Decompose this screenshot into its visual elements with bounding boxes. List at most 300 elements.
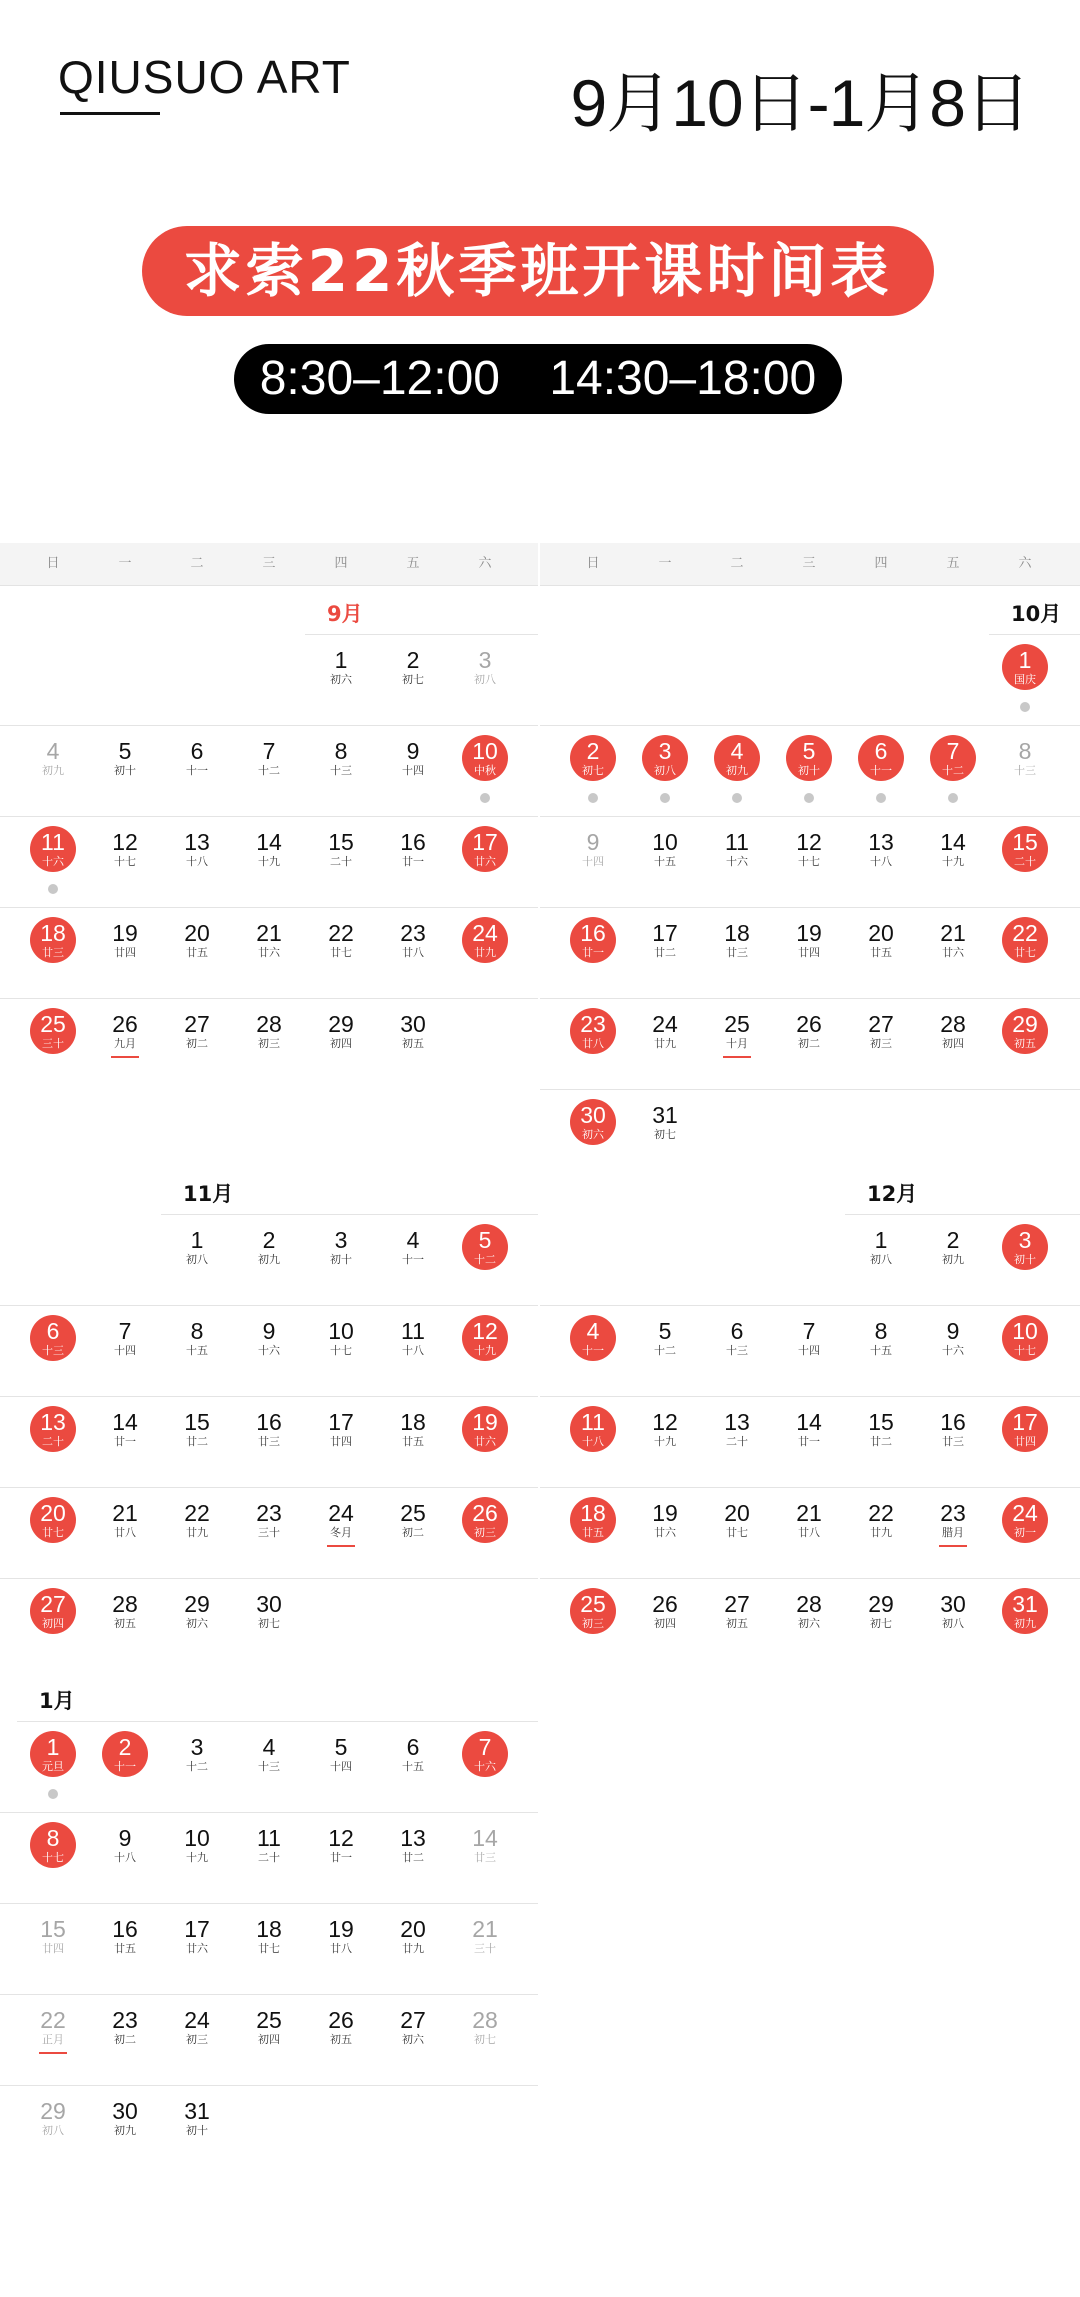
lunar-date: 廿五 bbox=[870, 946, 892, 959]
calendar-day[interactable] bbox=[1000, 733, 1050, 805]
lunar-date: 廿四 bbox=[798, 946, 820, 959]
calendar-day[interactable] bbox=[244, 1404, 294, 1476]
calendar-day[interactable] bbox=[28, 1729, 78, 1801]
week-divider bbox=[0, 2085, 538, 2086]
calendar-day[interactable] bbox=[568, 1097, 618, 1169]
lunar-date: 廿三 bbox=[942, 1435, 964, 1448]
calendar-day[interactable] bbox=[28, 1820, 78, 1892]
calendar-day[interactable] bbox=[784, 824, 834, 896]
morning-time: 8:30–12:00 bbox=[259, 352, 500, 405]
calendar-day[interactable] bbox=[172, 1006, 222, 1078]
day-number: 9 bbox=[262, 1318, 276, 1344]
calendar-day[interactable] bbox=[460, 915, 510, 987]
lunar-date: 初八 bbox=[870, 1253, 892, 1266]
lunar-date: 十三 bbox=[1014, 764, 1036, 777]
lunar-date: 初三 bbox=[582, 1617, 604, 1630]
calendar-day[interactable] bbox=[100, 824, 150, 896]
calendar-day[interactable] bbox=[388, 1911, 438, 1983]
calendar-day[interactable] bbox=[172, 733, 222, 805]
calendar-day[interactable] bbox=[460, 824, 510, 896]
calendar-day[interactable] bbox=[568, 1586, 618, 1658]
calendar-day[interactable] bbox=[712, 1006, 762, 1078]
day-number: 24 bbox=[652, 1011, 678, 1037]
lunar-date: 十八 bbox=[870, 855, 892, 868]
day-number: 5 bbox=[658, 1318, 672, 1344]
lunar-date: 廿二 bbox=[402, 1851, 424, 1864]
day-number: 7 bbox=[118, 1318, 132, 1344]
calendar-day[interactable] bbox=[316, 1495, 366, 1567]
lunar-date: 廿三 bbox=[726, 946, 748, 959]
day-number: 16 bbox=[112, 1916, 138, 1942]
calendar-day[interactable] bbox=[316, 642, 366, 714]
calendar-day[interactable] bbox=[244, 1222, 294, 1294]
calendar-day[interactable] bbox=[1000, 1313, 1050, 1385]
calendar-day[interactable] bbox=[172, 1911, 222, 1983]
lunar-date: 初二 bbox=[114, 2033, 136, 2046]
calendar-day[interactable] bbox=[316, 1222, 366, 1294]
calendar-day[interactable] bbox=[388, 733, 438, 805]
day-number: 11 bbox=[257, 1825, 281, 1851]
day-number: 9 bbox=[118, 1825, 132, 1851]
lunar-date: 十七 bbox=[42, 1851, 64, 1864]
month-label: 9月 bbox=[327, 602, 363, 626]
lunar-date: 廿一 bbox=[798, 1435, 820, 1448]
calendar-day[interactable] bbox=[100, 1495, 150, 1567]
calendar-day[interactable] bbox=[460, 642, 510, 714]
calendar-day[interactable] bbox=[928, 1222, 978, 1294]
lunar-date: 廿三 bbox=[474, 1851, 496, 1864]
day-number: 4 bbox=[730, 738, 744, 764]
calendar-day[interactable] bbox=[460, 1495, 510, 1567]
week-divider bbox=[540, 907, 1080, 908]
calendar-day[interactable] bbox=[316, 1313, 366, 1385]
calendar-day[interactable] bbox=[640, 1586, 690, 1658]
day-number: 26 bbox=[796, 1011, 822, 1037]
day-number: 18 bbox=[724, 920, 750, 946]
lunar-month-start-underline bbox=[39, 2052, 67, 2054]
week-divider bbox=[540, 1305, 1080, 1306]
lunar-date: 十六 bbox=[42, 855, 64, 868]
day-number: 16 bbox=[256, 1409, 282, 1435]
day-number: 31 bbox=[652, 1102, 678, 1128]
lunar-month-start-underline bbox=[111, 1056, 139, 1058]
calendar-day[interactable] bbox=[28, 1586, 78, 1658]
lunar-date: 十五 bbox=[186, 1344, 208, 1357]
day-number: 9 bbox=[586, 829, 600, 855]
day-number: 6 bbox=[406, 1734, 420, 1760]
day-number: 28 bbox=[112, 1591, 138, 1617]
calendar-day[interactable] bbox=[172, 1222, 222, 1294]
calendar-day[interactable] bbox=[856, 1586, 906, 1658]
calendar-day[interactable] bbox=[712, 1586, 762, 1658]
weekday-label: 六 bbox=[478, 556, 492, 571]
calendar-day[interactable] bbox=[244, 1586, 294, 1658]
lunar-date: 十四 bbox=[798, 1344, 820, 1357]
calendar-day[interactable] bbox=[928, 733, 978, 805]
calendar-day[interactable] bbox=[100, 1820, 150, 1892]
calendar-day[interactable] bbox=[316, 1006, 366, 1078]
calendar-day[interactable] bbox=[316, 1404, 366, 1476]
day-number: 22 bbox=[1012, 920, 1038, 946]
calendar-day[interactable] bbox=[244, 915, 294, 987]
day-number: 1 bbox=[46, 1734, 60, 1760]
lunar-date: 三十 bbox=[42, 1037, 64, 1050]
calendar-day[interactable] bbox=[244, 2002, 294, 2074]
lunar-date: 初十 bbox=[798, 764, 820, 777]
brand-underline bbox=[60, 112, 160, 115]
calendar-day[interactable] bbox=[316, 1911, 366, 1983]
calendar-day[interactable] bbox=[712, 1404, 762, 1476]
calendar-day[interactable] bbox=[460, 1313, 510, 1385]
calendar-day[interactable] bbox=[640, 1313, 690, 1385]
day-number: 6 bbox=[46, 1318, 60, 1344]
schedule-title: 求索22秋季班开课时间表 bbox=[142, 226, 934, 316]
calendar-day[interactable] bbox=[640, 733, 690, 805]
lunar-date: 初十 bbox=[1014, 1253, 1036, 1266]
calendar-day[interactable] bbox=[568, 1006, 618, 1078]
lunar-date: 正月 bbox=[42, 2033, 64, 2046]
calendar-day[interactable] bbox=[388, 1006, 438, 1078]
calendar-day[interactable] bbox=[316, 915, 366, 987]
day-number: 27 bbox=[40, 1591, 66, 1617]
calendar-day[interactable] bbox=[316, 2002, 366, 2074]
calendar-day[interactable] bbox=[460, 1820, 510, 1892]
day-number: 6 bbox=[874, 738, 888, 764]
calendar-day[interactable] bbox=[640, 824, 690, 896]
calendar-day[interactable] bbox=[568, 1313, 618, 1385]
week-divider bbox=[0, 725, 538, 726]
calendar-day[interactable] bbox=[460, 2002, 510, 2074]
calendar-day[interactable] bbox=[28, 2002, 78, 2074]
lunar-date: 初二 bbox=[186, 1037, 208, 1050]
lunar-date: 十四 bbox=[330, 1760, 352, 1773]
calendar-day[interactable] bbox=[172, 1495, 222, 1567]
day-number: 14 bbox=[940, 829, 966, 855]
calendar-day[interactable] bbox=[712, 1313, 762, 1385]
day-number: 22 bbox=[184, 1500, 210, 1526]
calendar-day[interactable] bbox=[100, 1729, 150, 1801]
day-number: 7 bbox=[946, 738, 960, 764]
lunar-date: 十一 bbox=[870, 764, 892, 777]
calendar-day[interactable] bbox=[244, 1006, 294, 1078]
lunar-date: 十四 bbox=[402, 764, 424, 777]
calendar-day[interactable] bbox=[460, 1729, 510, 1801]
calendar-day[interactable] bbox=[28, 733, 78, 805]
calendar-day[interactable] bbox=[1000, 824, 1050, 896]
calendar-day[interactable] bbox=[928, 1586, 978, 1658]
lunar-date: 十二 bbox=[942, 764, 964, 777]
calendar-day[interactable] bbox=[712, 824, 762, 896]
calendar-day[interactable] bbox=[568, 1404, 618, 1476]
calendar-day[interactable] bbox=[856, 1404, 906, 1476]
lunar-date: 廿五 bbox=[186, 946, 208, 959]
calendar-day[interactable] bbox=[316, 1729, 366, 1801]
calendar-day[interactable] bbox=[856, 1222, 906, 1294]
calendar-day[interactable] bbox=[388, 1820, 438, 1892]
calendar-day[interactable] bbox=[928, 1006, 978, 1078]
lunar-date: 初六 bbox=[402, 2033, 424, 2046]
week-divider bbox=[0, 1812, 538, 1813]
lunar-date: 初一 bbox=[1014, 1526, 1036, 1539]
weekday-label: 三 bbox=[262, 556, 276, 571]
lunar-date: 十一 bbox=[186, 764, 208, 777]
day-number: 24 bbox=[184, 2007, 210, 2033]
calendar-day[interactable] bbox=[568, 1495, 618, 1567]
calendar-day[interactable] bbox=[100, 733, 150, 805]
day-number: 2 bbox=[406, 647, 420, 673]
day-number: 15 bbox=[1012, 829, 1038, 855]
calendar-day[interactable] bbox=[568, 733, 618, 805]
calendar-day[interactable] bbox=[172, 2093, 222, 2165]
event-dot bbox=[804, 793, 814, 803]
calendar-day[interactable] bbox=[856, 1313, 906, 1385]
calendar-day[interactable] bbox=[100, 2093, 150, 2165]
calendar-day[interactable] bbox=[856, 1495, 906, 1567]
day-number: 24 bbox=[1012, 1500, 1038, 1526]
day-number: 25 bbox=[40, 1011, 66, 1037]
calendar-day[interactable] bbox=[1000, 1222, 1050, 1294]
day-number: 28 bbox=[256, 1011, 282, 1037]
calendar-day[interactable] bbox=[28, 1006, 78, 1078]
calendar-day[interactable] bbox=[856, 733, 906, 805]
event-dot bbox=[48, 884, 58, 894]
lunar-date: 十四 bbox=[582, 855, 604, 868]
calendar-day[interactable] bbox=[172, 1586, 222, 1658]
day-number: 30 bbox=[256, 1591, 282, 1617]
day-number: 13 bbox=[40, 1409, 66, 1435]
calendar-day[interactable] bbox=[244, 1313, 294, 1385]
lunar-date: 初七 bbox=[870, 1617, 892, 1630]
lunar-date: 中秋 bbox=[474, 764, 496, 777]
lunar-date: 十一 bbox=[114, 1760, 136, 1773]
day-number: 6 bbox=[730, 1318, 744, 1344]
lunar-date: 初七 bbox=[258, 1617, 280, 1630]
calendar-day[interactable] bbox=[712, 1495, 762, 1567]
day-number: 11 bbox=[41, 829, 65, 855]
calendar-day[interactable] bbox=[460, 1222, 510, 1294]
calendar-day[interactable] bbox=[172, 1404, 222, 1476]
calendar-day[interactable] bbox=[28, 1313, 78, 1385]
lunar-date: 初七 bbox=[402, 673, 424, 686]
calendar-day[interactable] bbox=[100, 1313, 150, 1385]
lunar-date: 十三 bbox=[330, 764, 352, 777]
day-number: 30 bbox=[112, 2098, 138, 2124]
lunar-date: 初十 bbox=[330, 1253, 352, 1266]
calendar-day[interactable] bbox=[784, 1313, 834, 1385]
calendar-day[interactable] bbox=[856, 1006, 906, 1078]
day-number: 2 bbox=[946, 1227, 960, 1253]
lunar-date: 廿二 bbox=[186, 1435, 208, 1448]
lunar-date: 廿七 bbox=[1014, 946, 1036, 959]
week-divider bbox=[0, 1487, 538, 1488]
calendar-day[interactable] bbox=[388, 824, 438, 896]
calendar-day[interactable] bbox=[172, 1820, 222, 1892]
calendar-day[interactable] bbox=[388, 1729, 438, 1801]
calendar-day[interactable] bbox=[28, 915, 78, 987]
day-number: 14 bbox=[112, 1409, 138, 1435]
lunar-date: 初九 bbox=[942, 1253, 964, 1266]
calendar-day[interactable] bbox=[100, 1404, 150, 1476]
calendar-day[interactable] bbox=[856, 824, 906, 896]
calendar-day[interactable] bbox=[388, 1222, 438, 1294]
lunar-date: 廿六 bbox=[186, 1942, 208, 1955]
day-number: 21 bbox=[112, 1500, 138, 1526]
day-number: 4 bbox=[406, 1227, 420, 1253]
day-number: 13 bbox=[400, 1825, 426, 1851]
calendar-day[interactable] bbox=[388, 1313, 438, 1385]
calendar-day[interactable] bbox=[460, 733, 510, 805]
calendar-day[interactable] bbox=[568, 824, 618, 896]
calendar-day[interactable] bbox=[388, 915, 438, 987]
calendar-day[interactable] bbox=[100, 1006, 150, 1078]
day-number: 17 bbox=[184, 1916, 210, 1942]
day-number: 21 bbox=[796, 1500, 822, 1526]
lunar-date: 十九 bbox=[942, 855, 964, 868]
calendar-day[interactable] bbox=[100, 915, 150, 987]
calendar-day[interactable] bbox=[172, 2002, 222, 2074]
lunar-date: 三十 bbox=[474, 1942, 496, 1955]
lunar-date: 廿八 bbox=[114, 1526, 136, 1539]
lunar-date: 廿六 bbox=[474, 1435, 496, 1448]
calendar-day[interactable] bbox=[1000, 1404, 1050, 1476]
calendar-day[interactable] bbox=[856, 915, 906, 987]
day-number: 2 bbox=[586, 738, 600, 764]
calendar-day[interactable] bbox=[172, 915, 222, 987]
calendar-day[interactable] bbox=[1000, 1586, 1050, 1658]
lunar-date: 廿六 bbox=[474, 855, 496, 868]
lunar-date: 十九 bbox=[186, 1851, 208, 1864]
calendar-day[interactable] bbox=[172, 824, 222, 896]
month-label: 11月 bbox=[183, 1182, 234, 1206]
calendar-day[interactable] bbox=[388, 1404, 438, 1476]
calendar-day[interactable] bbox=[100, 1911, 150, 1983]
calendar-day[interactable] bbox=[172, 1729, 222, 1801]
week-divider bbox=[305, 634, 538, 635]
lunar-date: 初五 bbox=[114, 1617, 136, 1630]
calendar-day[interactable] bbox=[928, 1313, 978, 1385]
lunar-date: 初九 bbox=[1014, 1617, 1036, 1630]
calendar-day[interactable] bbox=[244, 1911, 294, 1983]
day-number: 7 bbox=[262, 738, 276, 764]
calendar-day[interactable] bbox=[928, 1495, 978, 1567]
day-number: 22 bbox=[328, 920, 354, 946]
week-divider bbox=[989, 634, 1080, 635]
lunar-date: 冬月 bbox=[330, 1526, 352, 1539]
weekday-header-left bbox=[0, 543, 538, 586]
calendar-day[interactable] bbox=[712, 915, 762, 987]
lunar-date: 初九 bbox=[42, 764, 64, 777]
calendar-day[interactable] bbox=[28, 2093, 78, 2165]
lunar-date: 九月 bbox=[114, 1037, 136, 1050]
day-number: 24 bbox=[328, 1500, 354, 1526]
lunar-date: 十四 bbox=[114, 1344, 136, 1357]
lunar-date: 初九 bbox=[258, 1253, 280, 1266]
day-number: 5 bbox=[334, 1734, 348, 1760]
calendar-day[interactable] bbox=[244, 1820, 294, 1892]
lunar-date: 初五 bbox=[330, 2033, 352, 2046]
day-number: 3 bbox=[190, 1734, 204, 1760]
calendar-day[interactable] bbox=[928, 824, 978, 896]
day-number: 8 bbox=[334, 738, 348, 764]
calendar-day[interactable] bbox=[28, 1911, 78, 1983]
lunar-date: 初五 bbox=[726, 1617, 748, 1630]
event-dot bbox=[732, 793, 742, 803]
day-number: 13 bbox=[724, 1409, 750, 1435]
lunar-date: 二十 bbox=[258, 1851, 280, 1864]
calendar-day[interactable] bbox=[244, 733, 294, 805]
day-number: 30 bbox=[580, 1102, 606, 1128]
calendar-day[interactable] bbox=[316, 733, 366, 805]
calendar-day[interactable] bbox=[640, 1006, 690, 1078]
calendar-day[interactable] bbox=[640, 1495, 690, 1567]
calendar-day[interactable] bbox=[28, 1495, 78, 1567]
day-number: 13 bbox=[184, 829, 210, 855]
calendar-day[interactable] bbox=[100, 1586, 150, 1658]
calendar-day[interactable] bbox=[172, 1313, 222, 1385]
day-number: 18 bbox=[40, 920, 66, 946]
calendar-day[interactable] bbox=[568, 915, 618, 987]
calendar-day[interactable] bbox=[928, 1404, 978, 1476]
calendar-day[interactable] bbox=[388, 642, 438, 714]
lunar-date: 十六 bbox=[726, 855, 748, 868]
day-number: 10 bbox=[652, 829, 678, 855]
calendar-day[interactable] bbox=[460, 1404, 510, 1476]
calendar-day[interactable] bbox=[388, 1495, 438, 1567]
calendar-day[interactable] bbox=[784, 915, 834, 987]
week-divider bbox=[0, 998, 538, 999]
event-dot bbox=[1020, 702, 1030, 712]
day-number: 3 bbox=[1018, 1227, 1032, 1253]
day-number: 22 bbox=[40, 2007, 66, 2033]
day-number: 23 bbox=[400, 920, 426, 946]
calendar-day[interactable] bbox=[784, 1495, 834, 1567]
calendar-day[interactable] bbox=[640, 915, 690, 987]
calendar-day[interactable] bbox=[784, 1586, 834, 1658]
calendar-day[interactable] bbox=[784, 1006, 834, 1078]
lunar-date: 十七 bbox=[330, 1344, 352, 1357]
calendar-day[interactable] bbox=[28, 824, 78, 896]
calendar-day[interactable] bbox=[316, 1820, 366, 1892]
week-divider bbox=[0, 907, 538, 908]
calendar-day[interactable] bbox=[784, 733, 834, 805]
day-number: 3 bbox=[334, 1227, 348, 1253]
day-number: 17 bbox=[1012, 1409, 1038, 1435]
calendar-day[interactable] bbox=[460, 1911, 510, 1983]
calendar-day[interactable] bbox=[784, 1404, 834, 1476]
day-number: 21 bbox=[940, 920, 966, 946]
calendar-day[interactable] bbox=[1000, 642, 1050, 714]
calendar-day[interactable] bbox=[244, 824, 294, 896]
calendar-day[interactable] bbox=[388, 2002, 438, 2074]
calendar-day[interactable] bbox=[1000, 915, 1050, 987]
calendar-day[interactable] bbox=[244, 1729, 294, 1801]
calendar-day[interactable] bbox=[640, 1404, 690, 1476]
calendar-day[interactable] bbox=[100, 2002, 150, 2074]
calendar-day[interactable] bbox=[244, 1495, 294, 1567]
calendar-day[interactable] bbox=[640, 1097, 690, 1169]
calendar-day[interactable] bbox=[712, 733, 762, 805]
calendar-day[interactable] bbox=[316, 824, 366, 896]
calendar-day[interactable] bbox=[28, 1404, 78, 1476]
calendar-day[interactable] bbox=[1000, 1495, 1050, 1567]
lunar-date: 二十 bbox=[726, 1435, 748, 1448]
lunar-date: 廿九 bbox=[654, 1037, 676, 1050]
calendar-day[interactable] bbox=[928, 915, 978, 987]
day-number: 24 bbox=[472, 920, 498, 946]
calendar-day[interactable] bbox=[1000, 1006, 1050, 1078]
week-divider bbox=[161, 1214, 538, 1215]
day-number: 28 bbox=[472, 2007, 498, 2033]
